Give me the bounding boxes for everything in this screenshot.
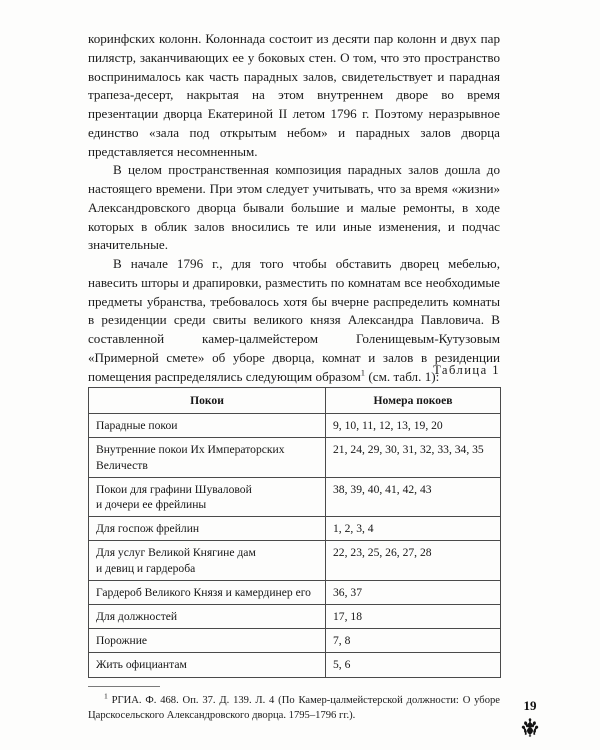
paragraph-2: В целом пространственная композиция парадных залов дошла до настоящего времени. При этом следует учитывать, что за время «жизни» Александровского дворца бывали большие и малые ремонты, в ходе которых в облик залов вносились те или иные изменения, и подчас значительные. <box>88 162 500 253</box>
cell-room-numbers: 36, 37 <box>326 580 501 604</box>
footnote <box>88 691 500 723</box>
footnote-mark: 1 <box>104 691 108 701</box>
cell-line: Покои для графини Шуваловой <box>96 482 252 496</box>
table-row <box>89 477 501 516</box>
cell-line: Величеств <box>96 458 148 472</box>
table-row <box>89 541 501 580</box>
cell-room-numbers: 1, 2, 3, 4 <box>326 517 501 541</box>
cell-room-name <box>89 605 326 629</box>
cell-line: Внутренние покои Их Императорских <box>96 443 285 457</box>
cell-room-numbers: 5, 6 <box>326 653 501 677</box>
cell-line: Для госпож фрейлин <box>96 522 200 536</box>
cell-room-name <box>89 580 326 604</box>
paragraph-1: коринфских колонн. Колоннада состоит из десяти пар колонн и двух пар пилястр, заканчивающих ее у боковых стен. О том, что это пространство воспринималось как часть парадных залов, свидетельствует и парадная трапеза-десерт, накрытая на этом внутреннем дворе во время презентации дворца Екатериной II летом 1796 г. Поэтому неразрывное единство «зала под открытым небом» и парадных залов дворца представляется несомненным. <box>88 31 500 159</box>
cell-room-numbers: 9, 10, 11, 12, 13, 19, 20 <box>326 414 501 438</box>
cell-room-name <box>89 477 326 516</box>
footnote-separator-rule <box>88 686 160 687</box>
cell-line: и дочери ее фрейлины <box>96 498 207 512</box>
table-row <box>89 605 501 629</box>
cell-room-numbers: 38, 39, 40, 41, 42, 43 <box>326 477 501 516</box>
fleuron-ornament-icon <box>500 716 560 737</box>
table-row <box>89 414 501 438</box>
cell-room-name <box>89 653 326 677</box>
cell-line: и девиц и гардероба <box>96 561 196 575</box>
cell-line: Для должностей <box>96 610 178 624</box>
cell-room-numbers: 21, 24, 29, 30, 31, 32, 33, 34, 35 <box>326 438 501 477</box>
cell-room-name <box>89 629 326 653</box>
table-row <box>89 517 501 541</box>
cell-room-numbers: 7, 8 <box>326 629 501 653</box>
cell-room-numbers: 22, 23, 25, 26, 27, 28 <box>326 541 501 580</box>
column-header-rooms: Покои <box>89 388 326 414</box>
cell-line: Парадные покои <box>96 419 178 433</box>
paragraph-3-text: В начале 1796 г., для того чтобы обставить дворец мебелью, навесить шторы и драпировки, разместить по комнатам все необходимые предметы убранства, требовалось хотя бы вчерне распределить комнаты в резиденции среди свиты великого князя Александра Павловича. В составленной камер-цалмейстером Голенищевым-Кутузовым «Примерной смете» об уборе дворца, комнат и залов в резиденции помещения распределялись следующим образом <box>88 256 500 384</box>
cell-room-name <box>89 414 326 438</box>
table-header-row <box>89 388 501 414</box>
paragraph-3-tail: (см. табл. 1): <box>365 368 440 384</box>
rooms-allocation-table <box>88 387 501 678</box>
cell-room-numbers: 17, 18 <box>326 605 501 629</box>
cell-line: Порожние <box>96 634 148 648</box>
footnote-text: РГИА. Ф. 468. Оп. 37. Д. 139. Л. 4 (По Камер-цалмейстерской должности: О уборе Царскосельского Александровского дворца. 1795–1796 гг.). <box>88 695 500 721</box>
cell-line: Для услуг Великой Княгине дам <box>96 546 256 560</box>
body-text-column <box>88 30 500 386</box>
table-row <box>89 438 501 477</box>
table-row <box>89 580 501 604</box>
page-number: 19 <box>523 698 537 713</box>
footnote-reference-mark[interactable]: 1 <box>360 367 366 378</box>
cell-room-name <box>89 438 326 477</box>
cell-line: Жить официантам <box>96 658 187 672</box>
cell-room-name <box>89 541 326 580</box>
table-row <box>89 629 501 653</box>
table-body <box>89 414 501 677</box>
column-header-room-numbers: Номера покоев <box>326 388 501 414</box>
cell-room-name <box>89 517 326 541</box>
table-row <box>89 653 501 677</box>
cell-line: Гардероб Великого Князя и камердинер его <box>96 585 311 599</box>
table-caption: Таблица 1 <box>433 363 500 377</box>
table-head <box>89 388 501 414</box>
